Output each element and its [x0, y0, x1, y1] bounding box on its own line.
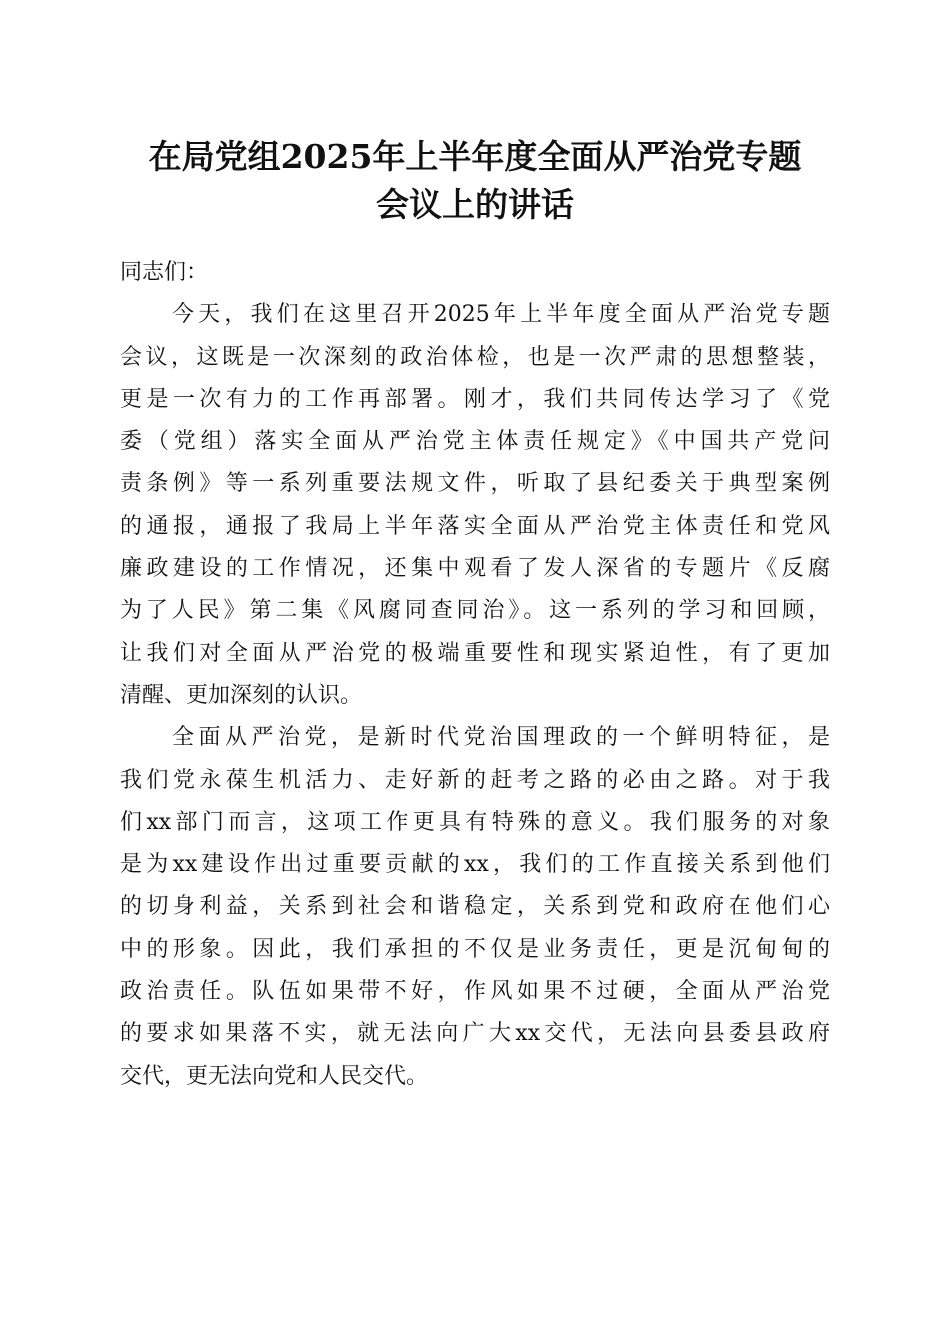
paragraph-line: 委（党组）落实全面从严治党主体责任规定》《中国共产党问 [120, 429, 830, 455]
document-body [120, 252, 830, 1098]
paragraph-line: 全面从严治党，是新时代党治国理政的一个鲜明特征，是 [172, 725, 830, 751]
paragraph-1 [120, 294, 830, 717]
paragraph-line: 我们党永葆生机活力、走好新的赶考之路的必由之路。对于我 [120, 767, 830, 793]
paragraph-line: 为了人民》第二集《风腐同查同治》。这一系列的学习和回顾， [120, 598, 830, 624]
paragraph-line: 清醒、更加深刻的认识。 [120, 682, 363, 708]
paragraph-line: 是为xx建设作出过重要贡献的xx，我们的工作直接关系到他们 [120, 852, 830, 878]
paragraph-line: 廉政建设的工作情况，还集中观看了发人深省的专题片《反腐 [120, 556, 830, 582]
paragraph-line: 政治责任。队伍如果带不好，作风如果不过硬，全面从严治党 [120, 979, 830, 1005]
paragraph-line: 的切身利益，关系到社会和谐稳定，关系到党和政府在他们心 [120, 894, 830, 920]
paragraph-2 [120, 717, 830, 1098]
paragraph-line: 今天，我们在这里召开2025年上半年度全面从严治党专题 [172, 302, 830, 328]
title-line: 会议上的讲话 [376, 185, 574, 224]
paragraph-line: 让我们对全面从严治党的极端重要性和现实紧迫性，有了更加 [120, 640, 830, 666]
paragraph-line: 中的形象。因此，我们承担的不仅是业务责任，更是沉甸甸的 [120, 936, 830, 962]
paragraph-line: 的要求如果落不实，就无法向广大xx交代，无法向县委县政府 [120, 1021, 830, 1047]
paragraph-line: 更是一次有力的工作再部署。刚才，我们共同传达学习了《党 [120, 386, 830, 412]
paragraph-line: 会议，这既是一次深刻的政治体检，也是一次严肃的思想整装， [120, 344, 830, 370]
paragraph-line: 的通报，通报了我局上半年落实全面从严治党主体责任和党风 [120, 513, 830, 539]
document-title [100, 133, 850, 229]
paragraph-line: 责条例》等一系列重要法规文件，听取了县纪委关于典型案例 [120, 471, 830, 497]
greeting: 同志们： [120, 260, 209, 285]
paragraph-line: 交代，更无法向党和人民交代。 [120, 1063, 429, 1089]
title-line: 在局党组2025年上半年度全面从严治党专题 [148, 137, 802, 176]
paragraph-line: 们xx部门而言，这项工作更具有特殊的意义。我们服务的对象 [120, 809, 830, 835]
